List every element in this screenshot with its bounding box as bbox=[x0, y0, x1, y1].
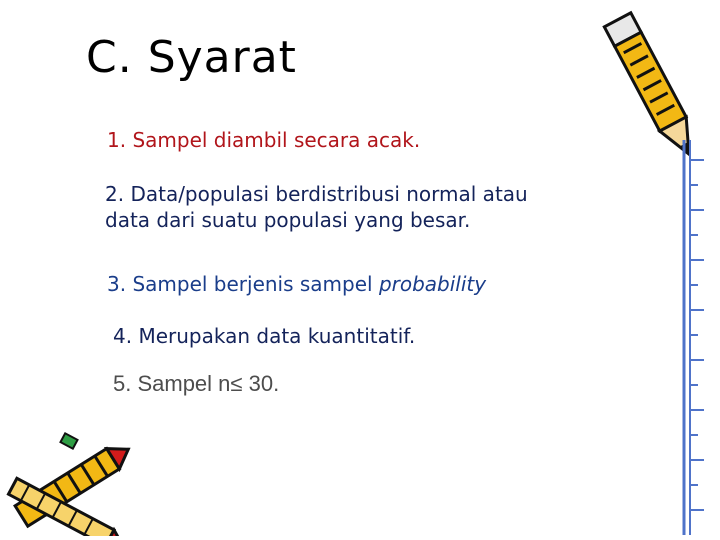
requirement-item-4-text: 4. Merupakan data kuantitatif. bbox=[113, 324, 416, 348]
less-equal-symbol: ≤ bbox=[230, 371, 243, 396]
requirement-item-5-value: 30. bbox=[242, 371, 280, 396]
requirement-item-3-text: 3. Sampel berjenis sampel bbox=[107, 272, 379, 296]
requirement-item-3 bbox=[107, 271, 486, 297]
requirement-item-2 bbox=[105, 181, 528, 233]
ruler-icon bbox=[676, 140, 716, 535]
requirement-item-3-emphasis: probability bbox=[378, 272, 487, 296]
slide-title: C. Syarat bbox=[86, 32, 297, 83]
requirement-item-5-text: 5. Sampel n bbox=[113, 371, 231, 396]
requirement-item-2-line-1: 2. Data/populasi berdistribusi normal atau bbox=[105, 182, 528, 206]
requirement-item-1-text: 1. Sampel diambil secara acak. bbox=[107, 128, 421, 152]
requirement-item-2-line-2: data dari suatu populasi yang besar. bbox=[105, 208, 471, 232]
requirement-item-5 bbox=[113, 371, 279, 397]
crayon-icon bbox=[0, 428, 150, 536]
requirement-item-4 bbox=[113, 323, 415, 349]
requirement-item-1 bbox=[107, 127, 420, 153]
